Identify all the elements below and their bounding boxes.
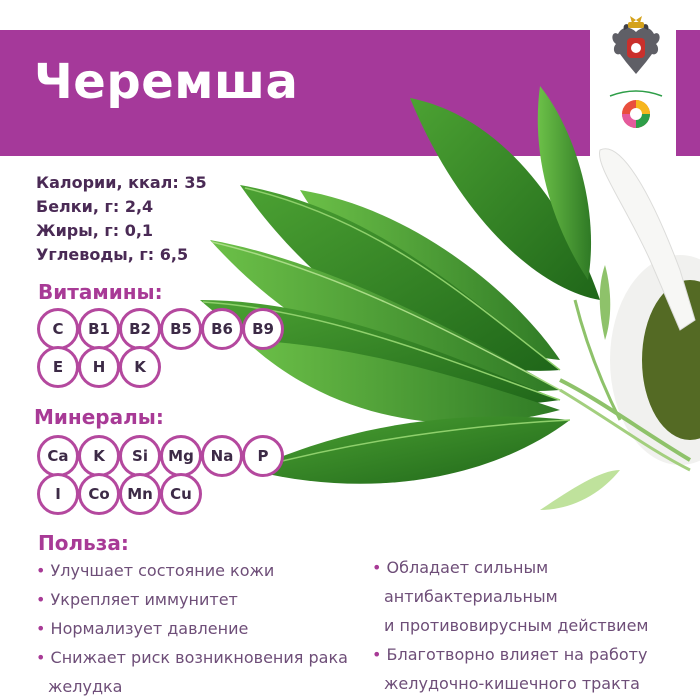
mineral-badge: Mg [160, 435, 202, 477]
mineral-badge: Na [201, 435, 243, 477]
vitamin-badge: B5 [160, 308, 202, 350]
bullet-dot: • [36, 561, 51, 580]
vitamin-badge: C [37, 308, 79, 350]
carbs-text: Углеводы, г: 6,5 [36, 245, 189, 264]
benefit-text: Снижает риск возникновения рака [50, 648, 348, 667]
vitamin-badge: K [119, 346, 161, 388]
benefit-item: антибактериальным [384, 587, 558, 606]
vitamins-heading: Витамины: [38, 280, 163, 304]
mineral-badge: Mn [119, 473, 161, 515]
benefit-item [36, 560, 274, 582]
benefit-item [36, 618, 248, 640]
benefit-text: Укрепляет иммунитет [50, 590, 238, 609]
vitamin-badge: B9 [242, 308, 284, 350]
benefit-text: Нормализует давление [50, 619, 249, 638]
benefit-text: Благотворно влияет на работу [386, 645, 648, 664]
vitamin-badge: B6 [201, 308, 243, 350]
bullet-dot: • [372, 645, 387, 664]
protein-text: Белки, г: 2,4 [36, 197, 154, 216]
mineral-badge: Si [119, 435, 161, 477]
mineral-badge: P [242, 435, 284, 477]
vitamin-badge: H [78, 346, 120, 388]
mineral-badge: Co [78, 473, 120, 515]
mineral-badge: Cu [160, 473, 202, 515]
benefit-item: желудка [48, 677, 123, 696]
benefit-item: и противовирусным действием [384, 616, 649, 635]
nutrition-facts [36, 171, 207, 267]
bullet-dot: • [372, 558, 387, 577]
benefit-item: желудочно-кишечного тракта [384, 674, 640, 693]
mineral-badge: Ca [37, 435, 79, 477]
benefit-item [36, 589, 238, 611]
bullet-dot: • [36, 619, 51, 638]
bullet-dot: • [36, 648, 51, 667]
benefit-text: Обладает сильным [386, 558, 549, 577]
page-title: Черемша [34, 54, 299, 110]
minerals-heading: Минералы: [34, 405, 164, 429]
mineral-badge: K [78, 435, 120, 477]
calories-text: Калории, ккал: 35 [36, 173, 207, 192]
vitamin-badge: B2 [119, 308, 161, 350]
benefit-item [36, 647, 348, 669]
benefits-heading: Польза: [38, 531, 129, 555]
benefit-item [372, 557, 548, 579]
benefit-text: Улучшает состояние кожи [50, 561, 275, 580]
vitamin-badge: E [37, 346, 79, 388]
mineral-badge: I [37, 473, 79, 515]
vitamin-badge: B1 [78, 308, 120, 350]
benefit-item [372, 644, 647, 666]
fat-text: Жиры, г: 0,1 [36, 221, 154, 240]
bullet-dot: • [36, 590, 51, 609]
